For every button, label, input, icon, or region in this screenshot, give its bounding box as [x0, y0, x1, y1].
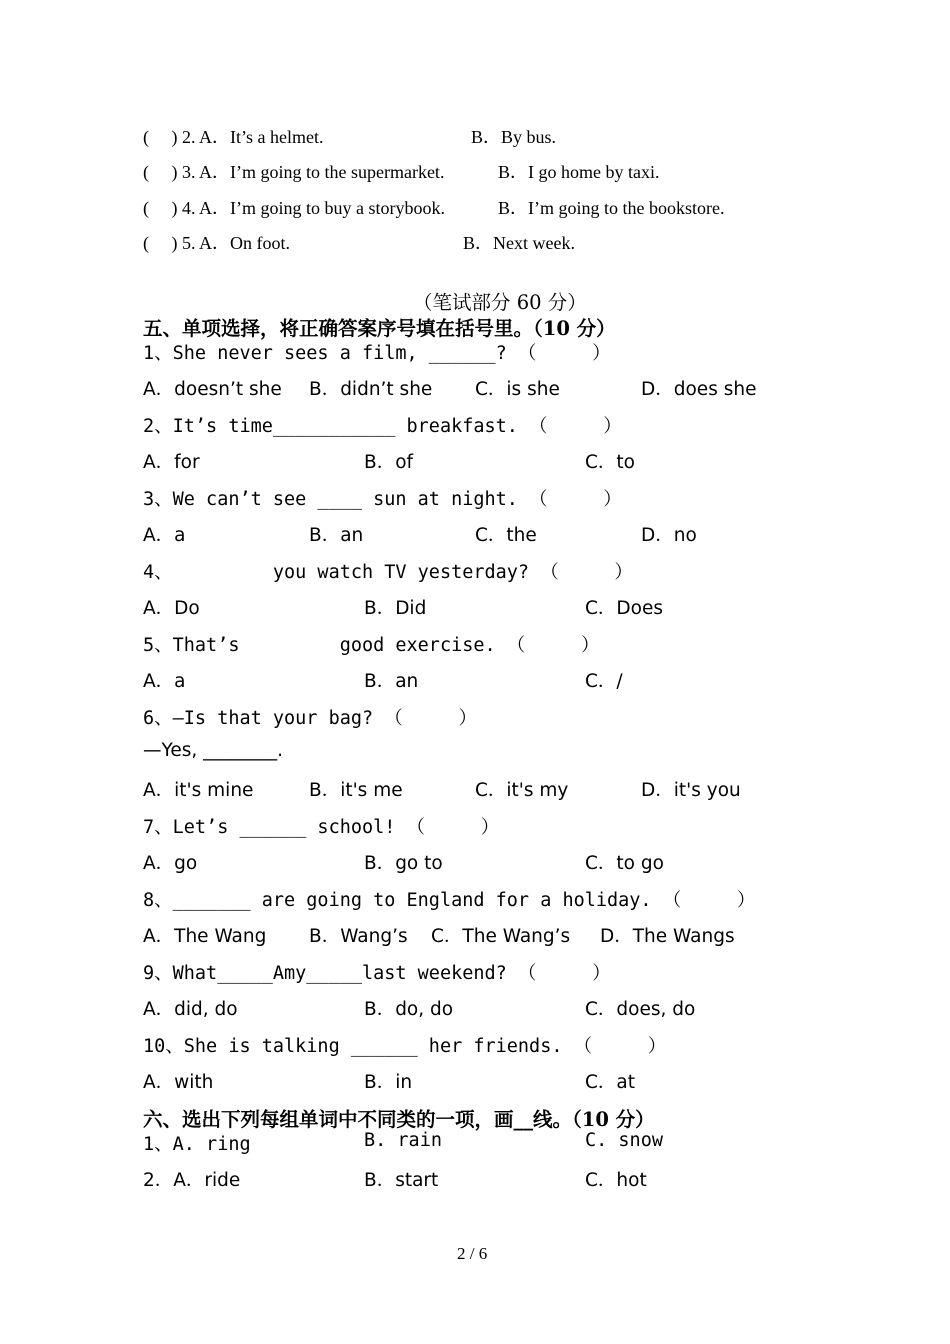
- q6-reply: —Yes, ________.: [143, 740, 284, 761]
- listening-item-2-option-b: B．By bus.: [471, 127, 557, 147]
- section6-title: 六、选出下列每组单词中不同类的一项，画__线。（10 分）: [143, 1108, 655, 1131]
- q8-stem: 8、_______ are going to England for a holiday. （ ）: [143, 890, 756, 911]
- q9-stem: 9、What_____Amy_____last weekend? （ ）: [143, 963, 611, 984]
- s6-row1-option-a: 1、A. ring: [143, 1134, 251, 1155]
- q10-option-c: C．at: [585, 1072, 636, 1093]
- q8-option-b: B．Wang’s: [309, 926, 408, 947]
- listening-item-5-option-b: B．Next week.: [463, 233, 575, 253]
- q1-option-c: C．is she: [475, 379, 560, 400]
- q3-option-a: A．a: [143, 525, 186, 546]
- q2-option-a: A．for: [143, 452, 200, 473]
- s6-row1-option-b: B. rain: [364, 1130, 442, 1151]
- q7-stem: 7、Let’s ______ school! （ ）: [143, 817, 500, 838]
- q8-option-a: A．The Wang: [143, 926, 267, 947]
- q5-option-c: C．/: [585, 671, 623, 692]
- q3-option-c: C．the: [475, 525, 537, 546]
- q4-option-b: B．Did: [364, 598, 427, 619]
- q2-option-b: B．of: [364, 452, 414, 473]
- q3-option-b: B．an: [309, 525, 364, 546]
- q5-option-a: A．a: [143, 671, 186, 692]
- listening-item-5: ( ) 5. A．On foot.: [143, 233, 290, 253]
- page-number: 2 / 6: [457, 1244, 488, 1263]
- q2-stem: 2、It’s time___________ breakfast. （ ）: [143, 416, 622, 437]
- s6-row2-option-b: B．start: [364, 1170, 439, 1191]
- s6-row1-option-c: C. snow: [585, 1130, 663, 1151]
- q6-option-d: D．it's you: [641, 780, 741, 801]
- q8-option-c: C．The Wang’s: [431, 926, 571, 947]
- q6-option-b: B．it's me: [309, 780, 403, 801]
- q9-option-c: C．does, do: [585, 999, 696, 1020]
- q3-option-d: D．no: [641, 525, 697, 546]
- s6-row2-option-c: C．hot: [585, 1170, 647, 1191]
- q4-stem: 4、 you watch TV yesterday? （ ）: [143, 562, 633, 583]
- q1-option-d: D．does she: [641, 379, 757, 400]
- listening-item-4-option-b: B．I’m going to the bookstore.: [498, 198, 725, 218]
- q8-option-d: D．The Wangs: [600, 926, 735, 947]
- q1-option-a: A．doesn’t she: [143, 379, 282, 400]
- q10-stem: 10、She is talking ______ her friends. （ ）: [143, 1036, 667, 1057]
- q6-option-a: A．it's mine: [143, 780, 254, 801]
- q5-stem: 5、That’s good exercise. （ ）: [143, 635, 600, 656]
- q1-stem: 1、She never sees a film, ______? （ ）: [143, 343, 611, 364]
- q7-option-b: B．go to: [364, 853, 443, 874]
- q1-option-b: B．didn’t she: [309, 379, 433, 400]
- q6-stem: 6、—Is that your bag? （ ）: [143, 708, 477, 729]
- listening-item-3: ( ) 3. A．I’m going to the supermarket.: [143, 162, 445, 182]
- q7-option-a: A．go: [143, 853, 198, 874]
- listening-item-3-option-b: B．I go home by taxi.: [498, 162, 660, 182]
- q4-option-a: A．Do: [143, 598, 200, 619]
- q2-option-c: C．to: [585, 452, 635, 473]
- q4-option-c: C．Does: [585, 598, 664, 619]
- listening-item-4: ( ) 4. A．I’m going to buy a storybook.: [143, 198, 445, 218]
- s6-row2-option-a: 2．A．ride: [143, 1170, 241, 1191]
- section5-title: 五、单项选择，将正确答案序号填在括号里。（10 分）: [143, 317, 616, 340]
- listening-item-2: ( ) 2. A．It’s a helmet.: [143, 127, 324, 147]
- q6-option-c: C．it's my: [475, 780, 569, 801]
- q9-option-b: B．do, do: [364, 999, 454, 1020]
- q7-option-c: C．to go: [585, 853, 664, 874]
- q10-option-b: B．in: [364, 1072, 413, 1093]
- q9-option-a: A．did, do: [143, 999, 238, 1020]
- q10-option-a: A．with: [143, 1072, 214, 1093]
- written-part-title: （笔试部分 60 分）: [413, 291, 587, 314]
- q3-stem: 3、We can’t see ____ sun at night. （ ）: [143, 489, 622, 510]
- q5-option-b: B．an: [364, 671, 419, 692]
